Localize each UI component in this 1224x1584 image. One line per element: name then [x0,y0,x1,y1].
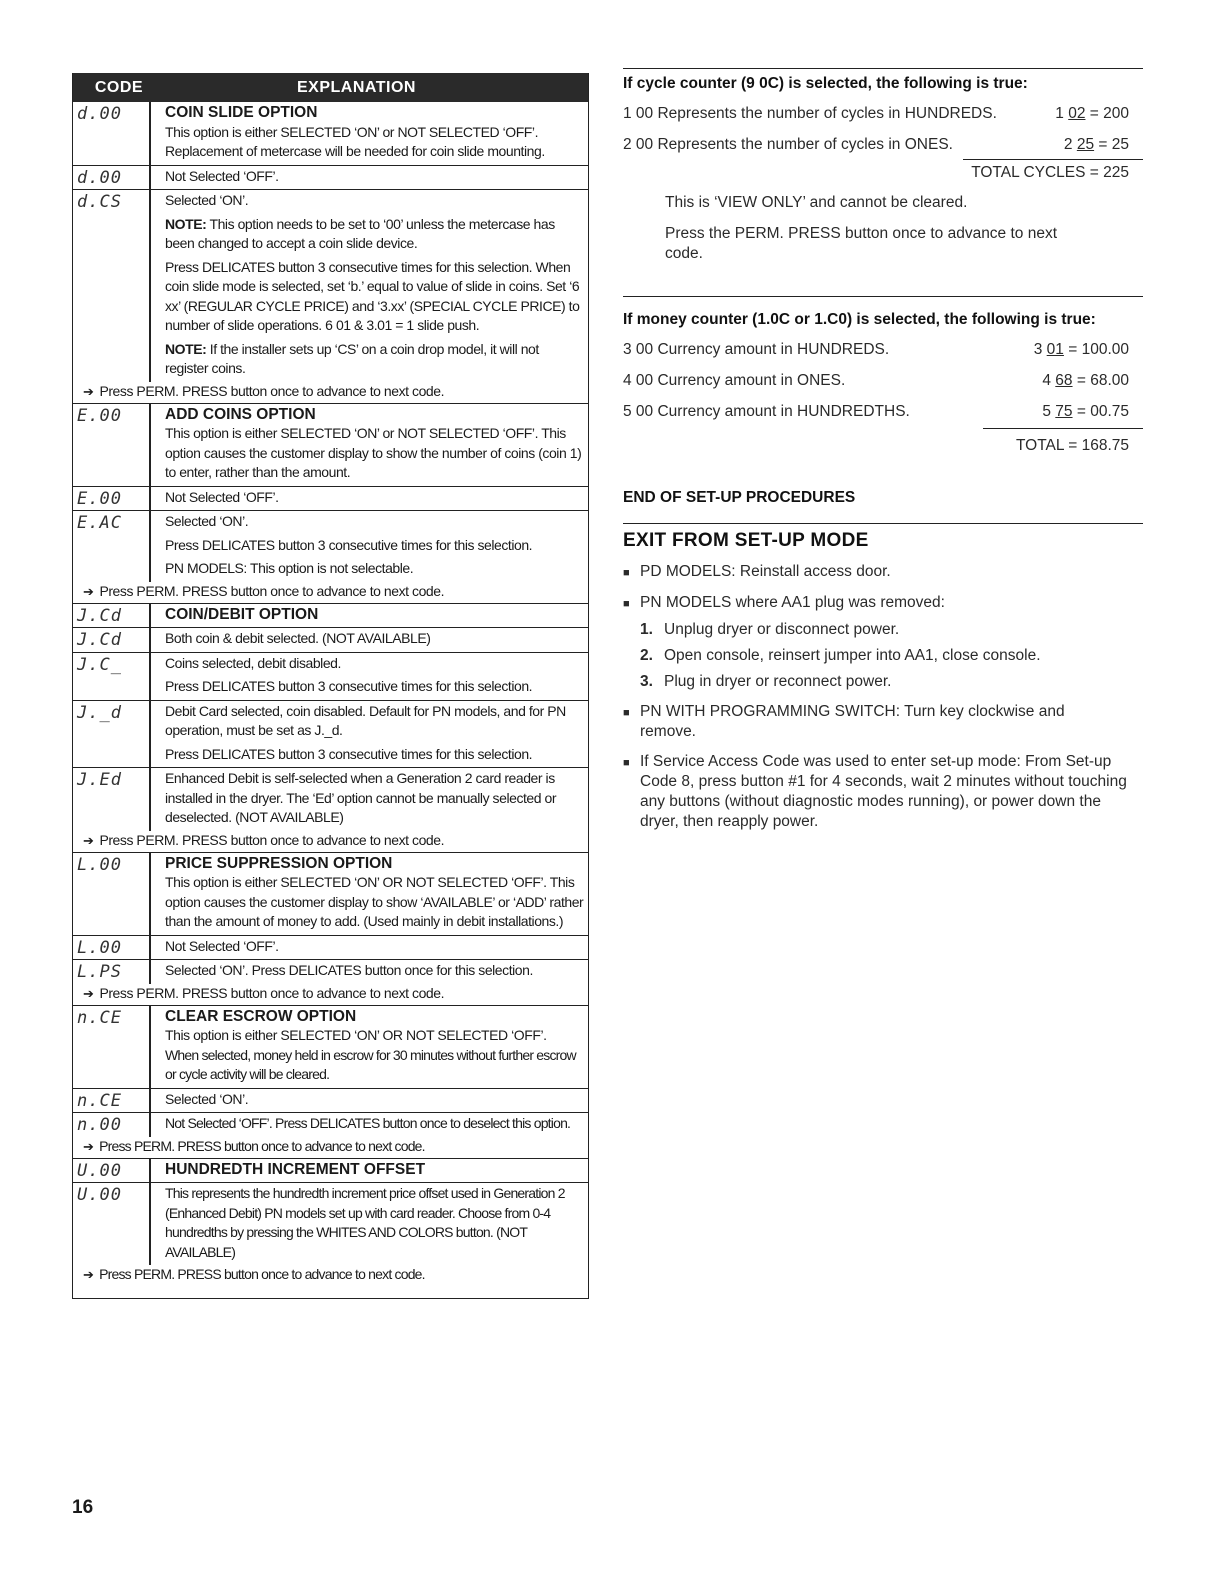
code-cell: J._d [73,701,151,768]
option-selected: Selected ‘ON’. [165,513,249,529]
value-prefix: 5 [1042,403,1056,420]
step-text: Plug in dryer or reconnect power. [664,673,892,690]
code-cell: d.00 [73,166,151,190]
advance-text: Press PERM. PRESS button once to advance to next code. [99,382,445,399]
divider [623,68,1143,69]
table-row [73,165,588,190]
explanation-cell [151,853,588,935]
counter-line [623,104,1143,124]
value-prefix: 1 [1055,105,1069,122]
list-item-text: PN WITH PROGRAMMING SWITCH: Turn key clockwise and remove. [640,703,1065,740]
option-title: CLEAR ESCROW OPTION [165,1007,357,1025]
table-row [73,1182,588,1265]
code-table-column [72,73,589,1299]
arrow-right-icon: ➔ [83,1138,94,1154]
option-description: Replacement of metercase will be needed for coin slide mounting. [165,143,545,159]
advance-text: Press PERM. PRESS button once to advance to next code. [99,1266,425,1282]
counter-label: 5 00 Currency amount in HUNDREDTHS. [623,403,910,420]
value-prefix: 4 [1042,372,1056,389]
instruction: Press DELICATES button 3 consecutive times for this selection. [165,745,533,762]
money-counter-heading: If money counter (1.0C or 1.C0) is selected, the following is true: [623,311,1096,328]
counter-line [623,402,1143,422]
end-setup-heading: END OF SET-UP PROCEDURES [623,489,856,506]
press-perm-note: Press the PERM. PRESS button once to advance to next code. [665,225,1058,262]
explanation-cell: Not Selected ‘OFF’. [165,937,279,954]
code-cell: E.AC [73,511,151,582]
explanation-cell: This represents the hundredth increment price offset used in Generation 2 (Enhanced Debit) PN models set up with card reader. Choose from 0-4 hundredths by pressing the WHITES AND COLORS button. (NOT AVAILABLE) [165,1185,565,1260]
table-row [73,486,588,511]
code-cell: E.00 [73,487,151,511]
arrow-right-icon: ➔ [83,583,94,599]
counter-label: 4 00 Currency amount in ONES. [623,372,846,389]
explanation-cell [151,404,588,486]
code-cell: L.00 [73,853,151,935]
code-cell: J.Cd [73,628,151,652]
option-title: COIN/DEBIT OPTION [165,605,319,623]
counter-label: 1 00 Represents the number of cycles in HUNDREDS. [623,105,997,122]
advance-note [73,1265,588,1298]
bullet-square-icon: ■ [623,757,630,769]
counter-line [623,371,1143,391]
view-only-note: This is ‘VIEW ONLY’ and cannot be cleared. [665,194,968,211]
counter-value [999,104,1143,124]
table-row [73,1005,588,1088]
arrow-right-icon: ➔ [83,383,94,399]
table-row [73,700,588,768]
explanation-cell [151,1006,588,1088]
option-description: Debit Card selected, coin disabled. Default for PN models, and for PN operation, must be set as J._d. [165,702,566,738]
list-item [623,752,1143,832]
option-selected: Selected ‘ON’. [165,192,249,208]
sum-rule [963,159,1143,160]
explanation-cell [151,1159,588,1183]
right-column [623,68,1143,832]
advance-text: Press PERM. PRESS button once to advance to next code. [99,984,445,1001]
value-prefix: 3 [1033,341,1047,358]
value-result: = 200 [1085,105,1129,122]
list-item [623,593,1143,614]
table-header [73,73,588,102]
list-item-text: PD MODELS: Reinstall access door. [640,563,891,580]
value-digits: 02 [1068,105,1086,122]
cycle-total: TOTAL CYCLES = 225 [971,164,1129,181]
explanation-cell: Not Selected ‘OFF’. [165,167,279,184]
counter-value [999,340,1143,360]
table-row [73,935,588,960]
explanation-cell: Selected ‘ON’. Press DELICATES button once for this selection. [165,962,533,978]
step-item [640,646,1143,666]
step-number: 2. [640,647,653,664]
explanation-cell: Not Selected ‘OFF’. [165,488,279,505]
table-row [73,189,588,382]
instruction: PN MODELS: This option is not selectable. [165,560,414,576]
divider [623,523,1143,524]
advance-note [73,1137,588,1158]
step-item [640,672,1143,692]
advance-text: Press PERM. PRESS button once to advance to next code. [99,582,445,599]
code-cell: n.CE [73,1006,151,1088]
code-cell: J.C_ [73,653,151,700]
table-row [73,603,588,628]
arrow-right-icon: ➔ [83,985,94,1001]
advance-text: Press PERM. PRESS button once to advance to next code. [99,1137,425,1154]
list-item-text: PN MODELS where AA1 plug was removed: [640,594,945,611]
page-number: 16 [72,1497,94,1518]
table-row [73,510,588,582]
exit-setup-title: EXIT FROM SET-UP MODE [623,530,869,551]
code-cell: n.00 [73,1113,151,1137]
table-row [73,403,588,486]
option-description: When selected, money held in escrow for 30 minutes without further escrow or cycle activity will be cleared. [165,1046,576,1082]
explanation-cell [151,102,588,165]
code-table [72,73,589,1299]
note-text: This option needs to be set to ‘00’ unless the metercase has been changed to accept a coin slide device. [165,215,555,251]
note [165,340,584,379]
bullet-square-icon: ■ [623,567,630,579]
code-cell: E.00 [73,404,151,486]
explanation-cell [151,190,588,382]
arrow-right-icon: ➔ [83,832,94,848]
table-row [73,852,588,935]
code-cell: J.Ed [73,768,151,831]
option-title: COIN SLIDE OPTION [165,104,318,121]
value-result: = 25 [1094,136,1129,153]
cycle-counter-heading: If cycle counter (9 0C) is selected, the following is true: [623,75,1028,92]
value-result: = 68.00 [1072,372,1129,389]
option-description: This option is either SELECTED ‘ON’ or NOT SELECTED ‘OFF’. [165,123,539,140]
explanation-cell: Selected ‘ON’. [165,1090,249,1107]
option-title: PRICE SUPPRESSION OPTION [165,854,393,872]
code-cell: d.00 [73,102,151,165]
instruction: Press DELICATES button 3 consecutive times for this selection. [165,536,533,553]
step-text: Open console, reinsert jumper into AA1, close console. [664,647,1041,664]
advance-note [73,382,588,403]
code-cell: L.00 [73,936,151,960]
option-description: Coins selected, debit disabled. [165,654,341,671]
table-row [73,959,588,984]
table-row [73,767,588,831]
value-digits: 25 [1076,136,1095,153]
counter-line [623,340,1143,360]
step-number: 3. [640,673,653,690]
value-result: = 00.75 [1072,403,1129,420]
explanation-cell [151,604,588,628]
list-item [623,562,1143,583]
value-result: = 100.00 [1063,341,1129,358]
table-row [73,1158,588,1183]
code-cell: U.00 [73,1183,151,1265]
code-header: CODE [94,78,144,96]
advance-text: Press PERM. PRESS button once to advance to next code. [99,831,445,848]
advance-note [73,582,588,603]
value-digits: 75 [1055,403,1073,420]
code-cell: d.CS [73,190,151,382]
list-item-text: If Service Access Code was used to enter set-up mode: From Set-up Code 8, press button #1 for 4 seconds, wait 2 minutes without touching any buttons (without diagnostic modes running), or power down the dryer, then reapply power. [640,753,1127,830]
table-row [73,652,588,700]
step-text: Unplug dryer or disconnect power. [664,621,900,638]
divider [623,296,1143,297]
instruction: Press DELICATES button 3 consecutive times for this selection. [165,678,533,694]
step-number: 1. [640,621,653,638]
note-text: If the installer sets up ‘CS’ on a coin drop model, it will not register coins. [165,340,539,376]
option-description: This option is either SELECTED ‘ON’ or NOT SELECTED ‘OFF’. This option causes the customer display to show the number of coins (coin 1) to enter, rather than the amount. [165,425,582,480]
explanation-cell: Both coin & debit selected. (NOT AVAILABLE) [165,630,431,646]
counter-line [623,135,1143,155]
bullet-square-icon: ■ [623,707,630,719]
counter-value [999,371,1143,391]
advance-note [73,831,588,852]
table-row [73,102,588,165]
code-cell: U.00 [73,1159,151,1183]
note-label: NOTE: [165,215,207,232]
table-row [73,1088,588,1113]
bullet-square-icon: ■ [623,598,630,610]
note-label: NOTE: [165,340,207,357]
explanation-cell: Enhanced Debit is self-selected when a Generation 2 card reader is installed in the dryer. The ‘Ed’ option cannot be manually selected or deselected. (NOT AVAILABLE) [165,770,557,825]
code-cell: L.PS [73,960,151,984]
counter-value [999,135,1143,155]
explanation-cell [151,511,588,582]
sum-rule [983,428,1143,429]
advance-note [73,984,588,1005]
note [165,215,584,254]
explanation-cell [151,701,588,768]
list-item [623,702,1143,742]
value-prefix: 2 [1063,136,1077,153]
explanation-cell [151,653,588,700]
explanation-cell: Not Selected ‘OFF’. Press DELICATES button once to deselect this option. [165,1115,571,1131]
table-row [73,627,588,652]
step-item [640,620,1143,640]
counter-label: 2 00 Represents the number of cycles in ONES. [623,136,953,153]
option-description: This option is either SELECTED ‘ON’ OR NOT SELECTED ‘OFF’. This option causes the customer display to show ‘AVAILABLE’ or ‘ADD’ rather than the amount of money to add. (Used mainly in debit installations.) [165,874,584,929]
table-row [73,1112,588,1137]
value-digits: 68 [1055,372,1073,389]
value-digits: 01 [1046,341,1064,358]
counter-value [999,402,1143,422]
option-title: ADD COINS OPTION [165,405,316,423]
code-cell: J.Cd [73,604,151,628]
counter-label: 3 00 Currency amount in HUNDREDS. [623,341,890,358]
arrow-right-icon: ➔ [83,1267,94,1282]
money-total: TOTAL = 168.75 [1015,437,1129,454]
explanation-header: EXPLANATION [297,78,416,96]
option-description: This option is either SELECTED ‘ON’ OR NOT SELECTED ‘OFF’. [165,1027,547,1043]
instruction: Press DELICATES button 3 consecutive times for this selection. When coin slide mode is selected, set ‘b.’ equal to value of slide in coins. Set ‘6 xx’ (REGULAR CYCLE PRICE) and ‘3.xx’ (SPECIAL CYCLE PRICE) to number of slide operations. 6 01 & 3.01 = 1 slide push. [165,258,580,333]
option-title: HUNDREDTH INCREMENT OFFSET [165,1160,426,1178]
code-cell: n.CE [73,1089,151,1113]
